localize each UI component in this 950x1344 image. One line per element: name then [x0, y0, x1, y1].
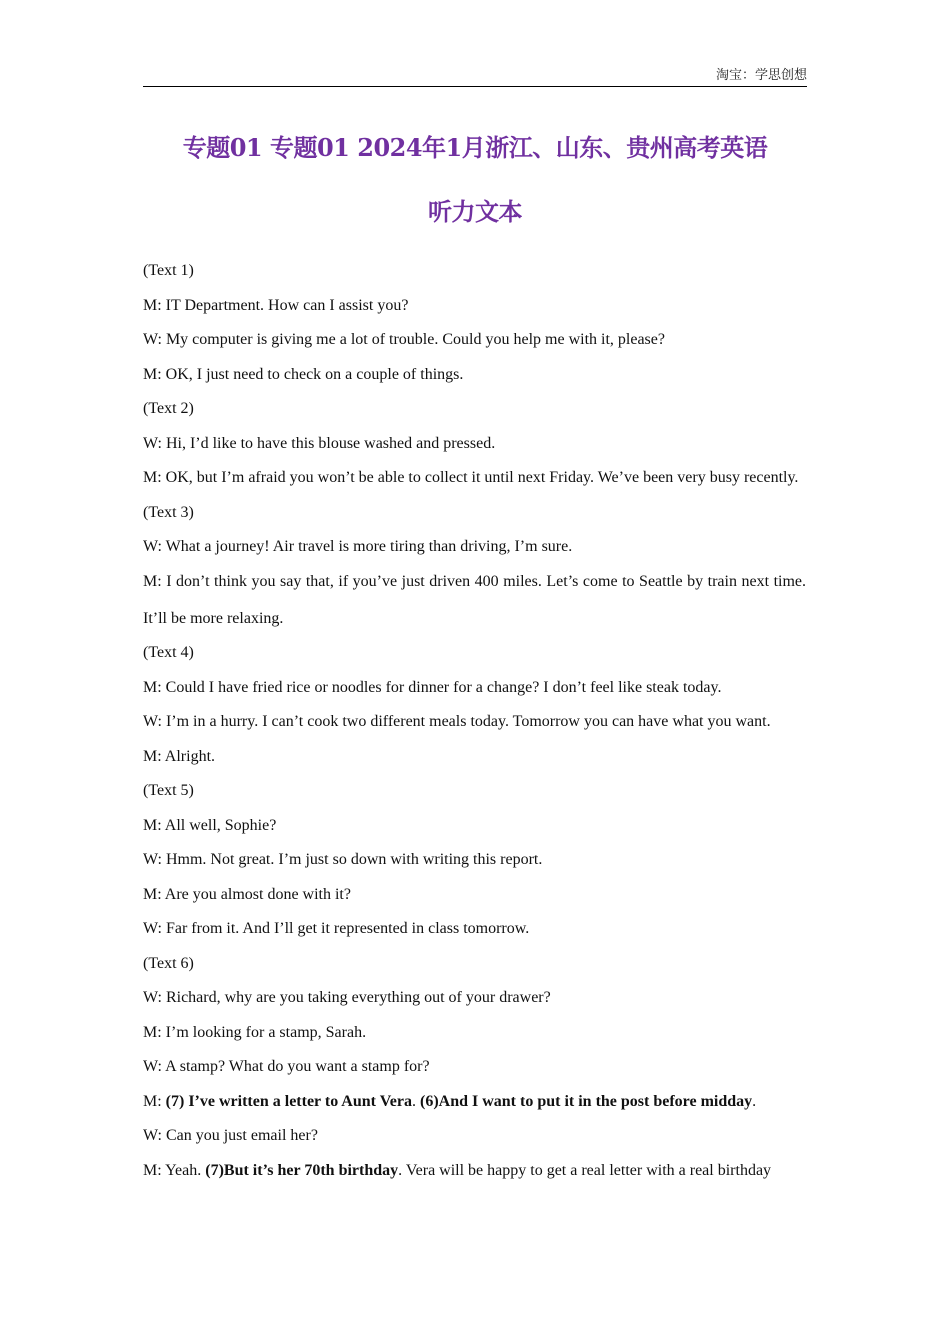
- answer-highlight: (6)And I want to put it in the post before midday: [419, 1092, 753, 1110]
- transcript-text: W: Can you just email her?: [143, 1127, 318, 1144]
- document-subtitle: 听力文本: [428, 197, 522, 226]
- transcript-text: . Vera will be happy to get a real letter with a real birthday: [398, 1161, 772, 1179]
- transcript-paragraph: [143, 425, 806, 462]
- transcript-paragraph: [143, 287, 806, 324]
- transcript-text: M: I don’t think you say that, if you’ve just driven 400 miles. Let’s come to Seattle by train next time. It’ll be more relaxing.: [143, 572, 806, 627]
- page-header: [143, 66, 807, 87]
- transcript-text: .: [411, 1092, 420, 1110]
- header-source-text: 淘宝：学思创想: [715, 68, 807, 83]
- transcript-text: W: I’m in a hurry. I can’t cook two different meals today. Tomorrow you can have what you want.: [143, 713, 771, 730]
- transcript-text: M: OK, I just need to check on a couple of things.: [143, 365, 464, 383]
- transcript-paragraph: [143, 252, 806, 289]
- transcript-paragraph: [143, 1152, 806, 1189]
- transcript-text: M: All well, Sophie?: [143, 816, 277, 834]
- transcript-text: (Text 4): [143, 644, 194, 661]
- transcript-text: .: [752, 1092, 757, 1110]
- transcript-paragraph: [143, 910, 806, 947]
- transcript-body: [143, 252, 806, 1186]
- transcript-paragraph: [143, 738, 806, 775]
- transcript-text: (Text 1): [143, 262, 194, 279]
- transcript-text: M: Yeah.: [143, 1161, 206, 1179]
- transcript-paragraph: [143, 459, 806, 496]
- transcript-text: M: Alright.: [143, 747, 216, 765]
- transcript-paragraph: [143, 772, 806, 809]
- transcript-paragraph: [143, 494, 806, 531]
- transcript-paragraph: [143, 876, 806, 913]
- transcript-paragraph: [143, 634, 806, 671]
- transcript-paragraph: [143, 945, 806, 982]
- transcript-paragraph: [143, 563, 806, 637]
- transcript-paragraph: [143, 703, 806, 740]
- transcript-text: M: OK, but I’m afraid you won’t be able to collect it until next Friday. We’ve been very busy recently.: [143, 469, 799, 486]
- transcript-paragraph: [143, 390, 806, 427]
- transcript-text: (Text 5): [143, 782, 194, 799]
- transcript-text: W: What a journey! Air travel is more tiring than driving, I’m sure.: [143, 538, 573, 555]
- transcript-text: M: I’m looking for a stamp, Sarah.: [143, 1023, 367, 1041]
- transcript-text: (Text 6): [143, 954, 194, 972]
- transcript-paragraph: [143, 528, 806, 565]
- answer-highlight: (7)But it’s her 70th birthday: [205, 1161, 399, 1179]
- transcript-text: W: Hi, I’d like to have this blouse washed and pressed.: [143, 434, 496, 452]
- transcript-text: W: Hmm. Not great. I’m just so down with writing this report.: [143, 851, 543, 868]
- transcript-text: (Text 2): [143, 400, 194, 417]
- transcript-text: W: Richard, why are you taking everything out of your drawer?: [143, 989, 551, 1006]
- transcript-text: W: A stamp? What do you want a stamp for?: [143, 1058, 430, 1075]
- transcript-paragraph: [143, 1048, 806, 1085]
- transcript-paragraph: [143, 807, 806, 844]
- transcript-paragraph: [143, 321, 806, 358]
- transcript-text: (Text 3): [143, 503, 194, 521]
- answer-highlight: (7) I’ve written a letter to Aunt Vera: [165, 1092, 412, 1110]
- transcript-paragraph: [143, 1083, 806, 1120]
- transcript-paragraph: [143, 841, 806, 878]
- document-title: 专题01 专题01 2024年1月浙江、山东、贵州高考英语: [182, 133, 768, 162]
- transcript-paragraph: [143, 669, 806, 706]
- transcript-text: W: My computer is giving me a lot of trouble. Could you help me with it, please?: [143, 331, 665, 348]
- transcript-text: M: Could I have fried rice or noodles for dinner for a change? I don’t feel like steak today.: [143, 678, 722, 696]
- transcript-paragraph: [143, 356, 806, 393]
- transcript-text: W: Far from it. And I’ll get it represented in class tomorrow.: [143, 920, 530, 937]
- transcript-text: M: Are you almost done with it?: [143, 885, 351, 903]
- transcript-text: M: IT Department. How can I assist you?: [143, 296, 409, 314]
- transcript-paragraph: [143, 1117, 806, 1154]
- transcript-text: M:: [143, 1092, 166, 1110]
- transcript-paragraph: [143, 979, 806, 1016]
- transcript-paragraph: [143, 1014, 806, 1051]
